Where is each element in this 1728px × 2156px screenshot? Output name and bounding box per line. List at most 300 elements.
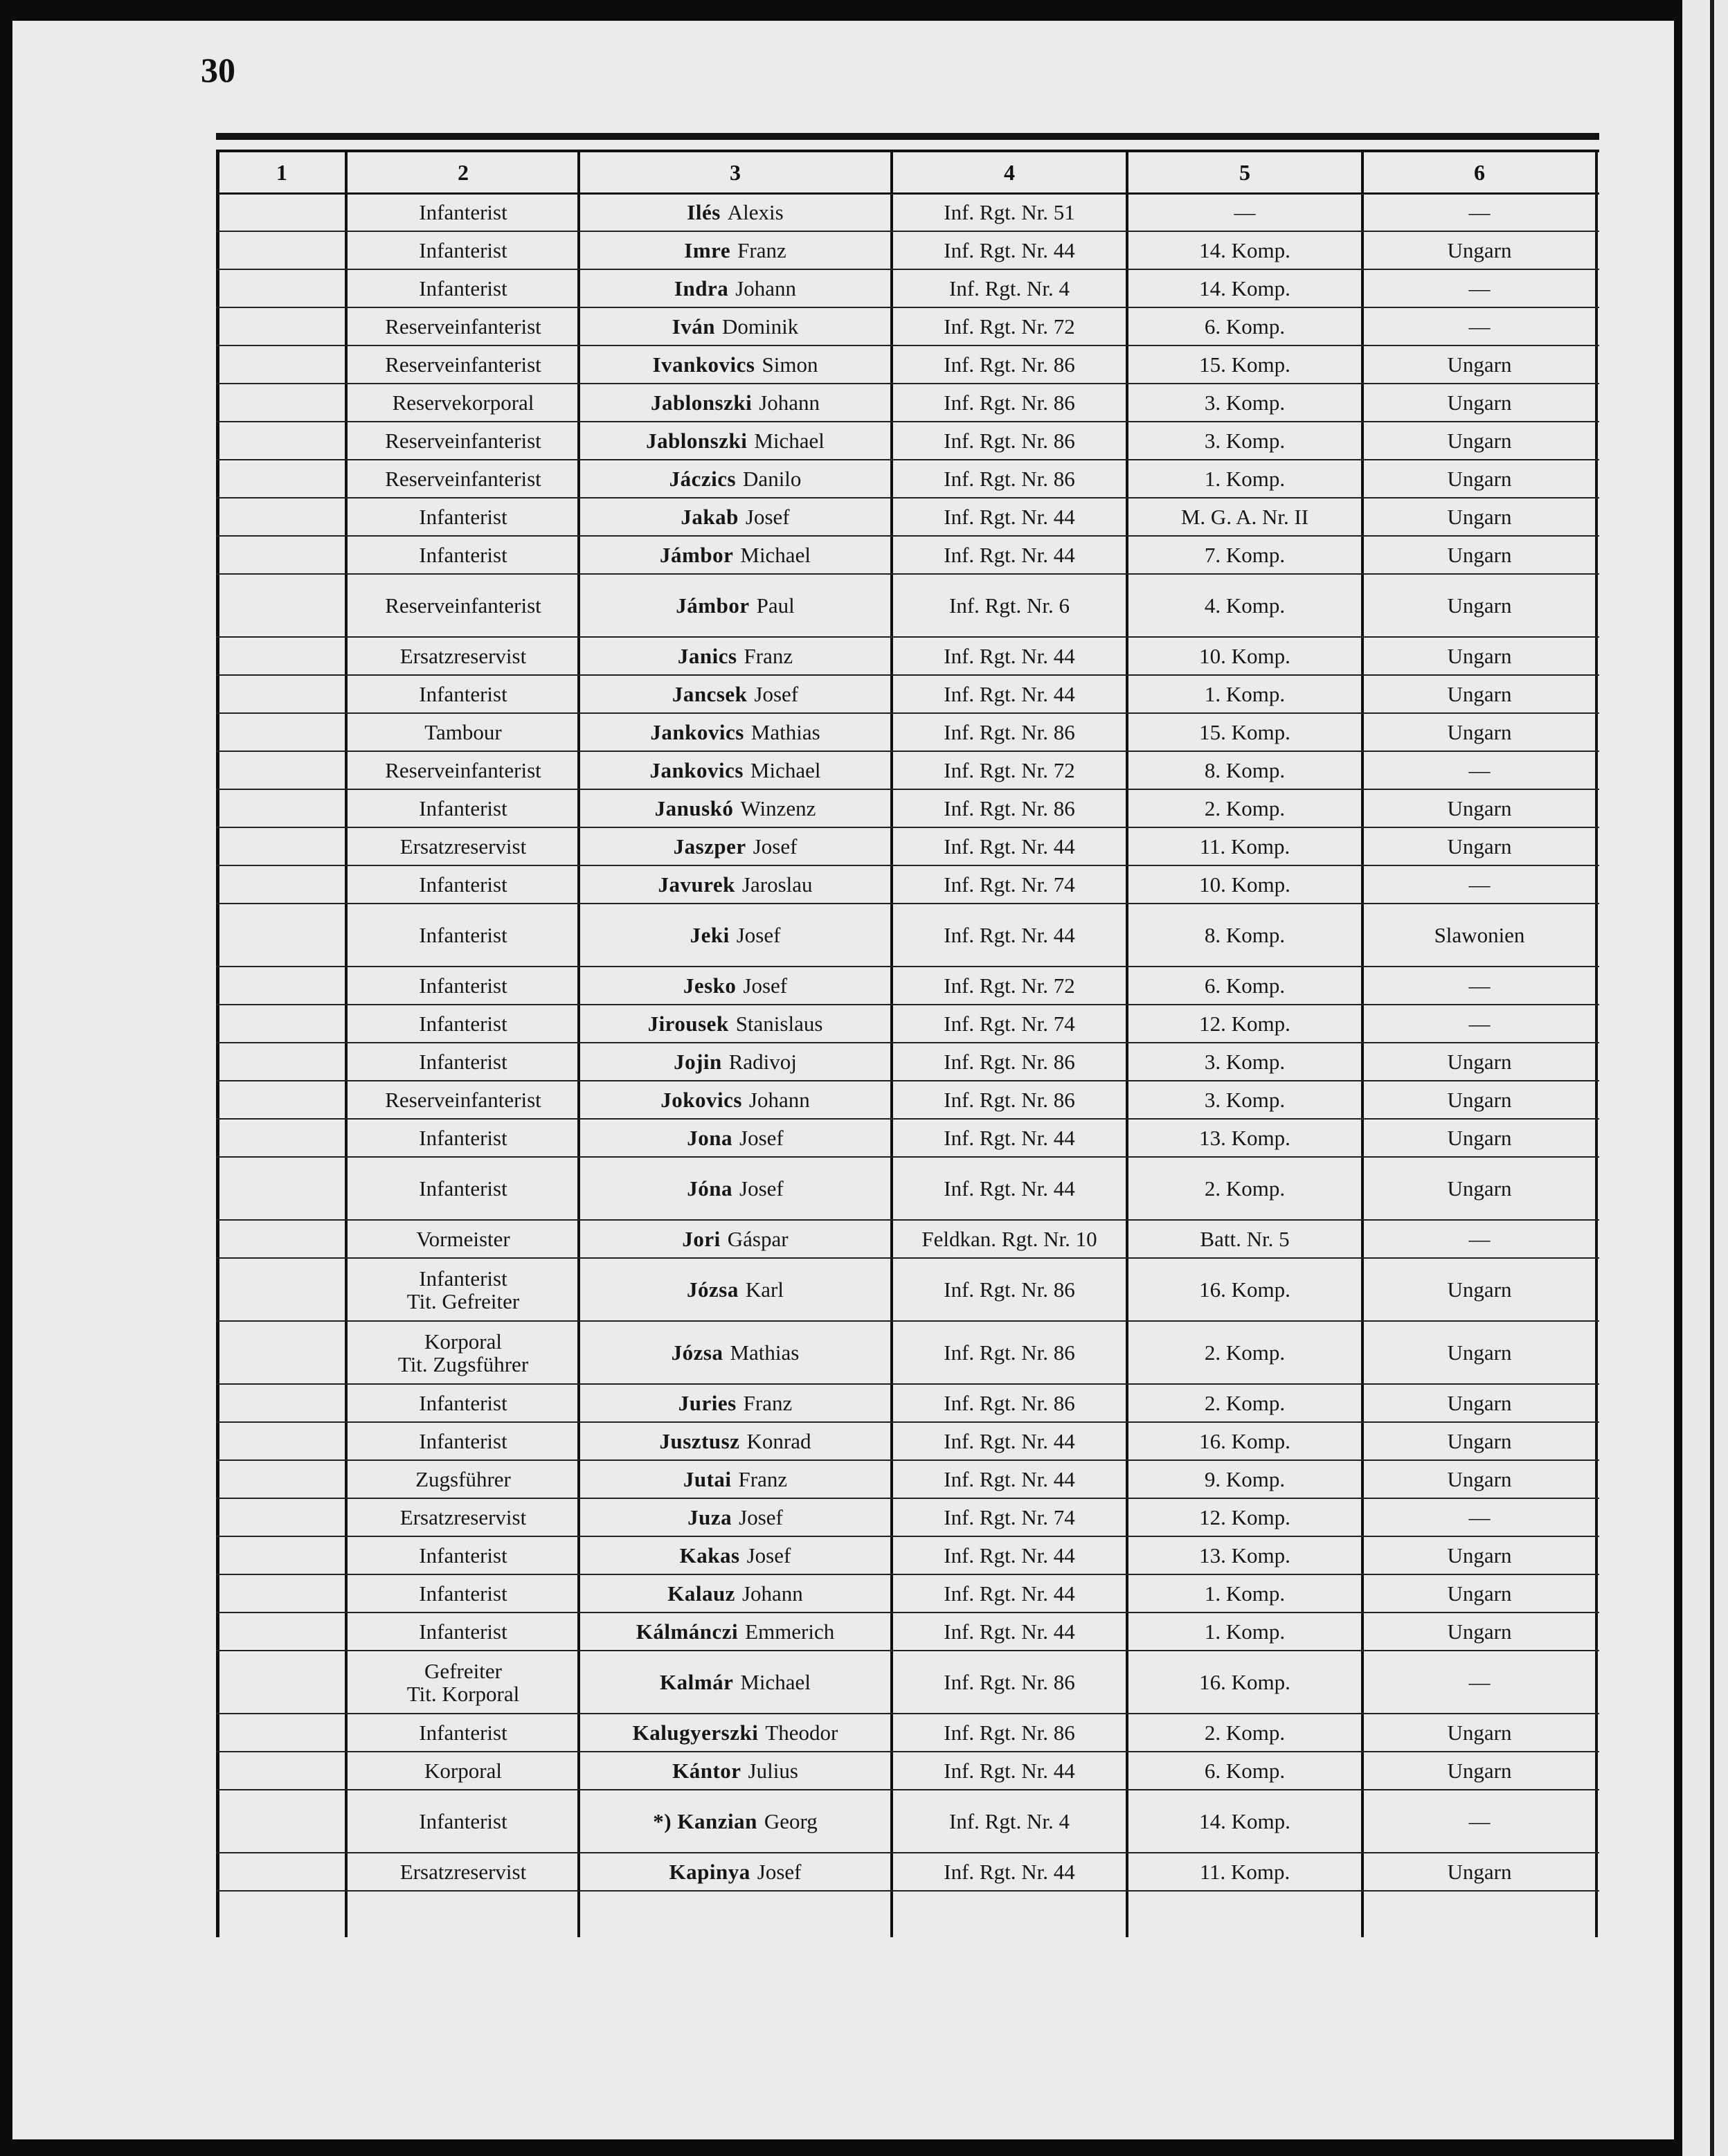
name-cell (579, 194, 892, 231)
name-cell (579, 232, 892, 269)
rank-text: Infanterist (419, 1543, 507, 1567)
rank-text: Infanterist (419, 796, 507, 820)
region-cell: Ungarn (1447, 644, 1512, 668)
unit-cell: Inf. Rgt. Nr. 86 (944, 720, 1075, 744)
table-row (216, 676, 1599, 714)
rank-cell (348, 1790, 579, 1852)
page-number: 30 (201, 51, 235, 89)
rank-text: Infanterist (419, 1012, 507, 1036)
rank-cell (348, 866, 579, 903)
region-cell: Ungarn (1447, 1619, 1512, 1644)
surname: Kalmár (660, 1670, 734, 1694)
unit-cell: Inf. Rgt. Nr. 51 (944, 200, 1075, 224)
given-name: Josef (739, 1505, 783, 1529)
table-row (216, 460, 1599, 498)
table-row (216, 537, 1599, 575)
region-cell: Ungarn (1447, 1860, 1512, 1884)
name-cell (579, 1714, 892, 1751)
rank-text: Infanterist (419, 200, 507, 224)
surname: Jablonszki (650, 390, 753, 415)
given-name: Franz (737, 238, 786, 262)
given-name: Michael (750, 758, 821, 782)
unit-cell: Inf. Rgt. Nr. 44 (944, 1860, 1075, 1884)
surname: Kálmánczi (636, 1619, 739, 1644)
table-row (216, 1461, 1599, 1499)
region-cell: Ungarn (1447, 238, 1512, 262)
rank-text: Infanterist (419, 238, 507, 262)
company-cell: 7. Komp. (1204, 543, 1286, 567)
company-cell: 4. Komp. (1204, 593, 1286, 618)
unit-cell: Inf. Rgt. Nr. 44 (944, 1126, 1075, 1150)
surname: Jámbor (676, 593, 750, 618)
name-cell (579, 904, 892, 966)
rank-cell (348, 1423, 579, 1459)
rank-text: Infanterist (419, 1721, 507, 1745)
region-cell: Ungarn (1447, 1176, 1512, 1201)
region-cell: Ungarn (1447, 834, 1512, 859)
table-row (216, 790, 1599, 828)
rank-cell (348, 1221, 579, 1257)
region-cell: — (1468, 276, 1491, 300)
rank-cell (348, 1714, 579, 1751)
rank-cell (348, 676, 579, 712)
rank-cell (348, 1043, 579, 1080)
column-header-4: 4 (1004, 160, 1015, 185)
company-cell: 1. Komp. (1204, 1581, 1286, 1606)
region-cell: Ungarn (1447, 796, 1512, 820)
rank-cell (348, 1120, 579, 1156)
unit-cell: Inf. Rgt. Nr. 44 (944, 1543, 1075, 1567)
rank-cell (348, 308, 579, 345)
given-name: Franz (738, 1467, 788, 1491)
region-cell: Ungarn (1447, 543, 1512, 567)
name-cell (579, 1575, 892, 1612)
name-cell (579, 498, 892, 535)
table-row (216, 1221, 1599, 1259)
name-cell (579, 638, 892, 674)
company-cell: 10. Komp. (1199, 872, 1290, 897)
surname: Jankovics (649, 758, 744, 782)
name-cell (579, 1005, 892, 1042)
surname: Kántor (672, 1759, 741, 1783)
region-cell: Ungarn (1447, 1088, 1512, 1112)
name-cell (579, 828, 892, 865)
company-cell: 11. Komp. (1199, 1860, 1290, 1884)
rank-cell (348, 537, 579, 573)
unit-cell: Inf. Rgt. Nr. 4 (949, 1809, 1070, 1833)
rank-text: Gefreiter (424, 1658, 502, 1683)
region-cell: — (1468, 1227, 1491, 1251)
region-cell: — (1468, 200, 1491, 224)
name-cell (579, 1120, 892, 1156)
table-row (216, 1752, 1599, 1790)
unit-cell: Feldkan. Rgt. Nr. 10 (921, 1227, 1097, 1251)
region-cell: Ungarn (1447, 1543, 1512, 1567)
surname: Jakab (681, 505, 739, 529)
table-row (216, 866, 1599, 904)
table-row (216, 752, 1599, 790)
table-row (216, 828, 1599, 866)
surname: Jámbor (660, 543, 734, 567)
company-cell: 11. Komp. (1199, 834, 1290, 859)
rank-cell (348, 1081, 579, 1118)
company-cell: 14. Komp. (1199, 1809, 1290, 1833)
region-cell: Ungarn (1447, 505, 1512, 529)
company-cell: 12. Komp. (1199, 1505, 1290, 1529)
surname: Jóna (687, 1176, 733, 1201)
name-cell (579, 1221, 892, 1257)
region-cell: — (1468, 1012, 1491, 1036)
region-cell: — (1468, 1809, 1491, 1833)
table-row (216, 1322, 1599, 1385)
unit-cell: Inf. Rgt. Nr. 44 (944, 238, 1075, 262)
rank-text: Infanterist (419, 276, 507, 300)
name-cell (579, 967, 892, 1004)
surname: Ivankovics (652, 352, 755, 377)
given-name: Johann (735, 276, 797, 300)
company-cell: 14. Komp. (1199, 276, 1290, 300)
rank-cell (348, 232, 579, 269)
company-cell: 2. Komp. (1204, 1391, 1286, 1415)
rank-text: Ersatzreservist (399, 1505, 527, 1529)
given-name: Paul (756, 593, 795, 618)
name-cell (579, 1499, 892, 1536)
rank-cell (348, 1385, 579, 1421)
unit-cell: Inf. Rgt. Nr. 44 (944, 682, 1075, 706)
unit-cell: Inf. Rgt. Nr. 86 (944, 1340, 1075, 1365)
rank-text: Infanterist (419, 1050, 507, 1074)
name-cell (579, 866, 892, 903)
given-name: Winzenz (740, 796, 816, 820)
given-name: Johann (741, 1581, 803, 1606)
given-name: Johann (759, 390, 820, 415)
name-cell (579, 1423, 892, 1459)
rank-text: Infanterist (419, 973, 507, 998)
rank-cell (348, 1853, 579, 1890)
region-cell: Ungarn (1447, 682, 1512, 706)
name-cell (579, 575, 892, 636)
unit-cell: Inf. Rgt. Nr. 86 (944, 796, 1075, 820)
region-cell: — (1468, 314, 1491, 339)
surname: Juza (687, 1505, 732, 1529)
rank-text: Tit. Korporal (406, 1681, 520, 1706)
company-cell: 8. Komp. (1204, 923, 1286, 947)
rank-cell (348, 1158, 579, 1219)
name-cell (579, 270, 892, 307)
rank-cell (348, 1461, 579, 1498)
column-header-2: 2 (458, 160, 469, 185)
unit-cell: Inf. Rgt. Nr. 86 (944, 352, 1075, 377)
rank-cell (348, 752, 579, 789)
given-name: Stanislaus (735, 1012, 823, 1036)
rank-text: Reserveinfanterist (385, 314, 541, 339)
unit-cell: Inf. Rgt. Nr. 86 (944, 1391, 1075, 1415)
rank-cell (348, 1259, 579, 1320)
unit-cell: Inf. Rgt. Nr. 86 (944, 429, 1075, 453)
rank-cell (348, 1651, 579, 1713)
given-name: Josef (743, 973, 788, 998)
name-cell (579, 752, 892, 789)
unit-cell: Inf. Rgt. Nr. 6 (949, 593, 1070, 618)
given-name: Josef (746, 1543, 791, 1567)
rank-cell (348, 460, 579, 497)
table-row (216, 904, 1599, 967)
surname: Kakas (679, 1543, 740, 1567)
region-cell: Ungarn (1447, 1759, 1512, 1783)
name-cell (579, 1752, 892, 1789)
rank-text: Infanterist (419, 1176, 507, 1201)
rank-text: Infanterist (419, 1809, 507, 1833)
company-cell: — (1234, 200, 1256, 224)
region-cell: — (1468, 1505, 1491, 1529)
surname: Józsa (687, 1277, 739, 1302)
company-cell: 2. Komp. (1204, 1340, 1286, 1365)
rank-cell (348, 1537, 579, 1574)
name-cell (579, 537, 892, 573)
region-cell: Ungarn (1447, 1721, 1512, 1745)
company-cell: 3. Komp. (1204, 390, 1286, 415)
rank-text: Tit. Gefreiter (406, 1288, 520, 1313)
rank-text: Reserveinfanterist (385, 1088, 541, 1112)
surname: Jesko (683, 973, 737, 998)
surname: Indra (674, 276, 729, 300)
surname: Kapinya (669, 1860, 750, 1884)
rank-text: Ersatzreservist (399, 834, 527, 859)
given-name: Michael (740, 1670, 811, 1694)
rank-text: Infanterist (419, 1581, 507, 1606)
rank-cell (348, 638, 579, 674)
table-row (216, 714, 1599, 752)
company-cell: 6. Komp. (1204, 314, 1286, 339)
rank-text: Reserveinfanterist (385, 758, 541, 782)
region-cell: Ungarn (1447, 1581, 1512, 1606)
unit-cell: Inf. Rgt. Nr. 74 (944, 872, 1075, 897)
table-row (216, 1423, 1599, 1461)
given-name: Simon (762, 352, 818, 377)
rank-cell (348, 270, 579, 307)
rank-cell (348, 422, 579, 459)
rank-cell (348, 1005, 579, 1042)
column-header-row (216, 150, 1599, 195)
surname: Imre (684, 238, 731, 262)
surname: Jutai (683, 1467, 732, 1491)
unit-cell: Inf. Rgt. Nr. 4 (949, 276, 1070, 300)
given-name: Franz (743, 1391, 793, 1415)
unit-cell: Inf. Rgt. Nr. 86 (944, 1277, 1075, 1302)
unit-cell: Inf. Rgt. Nr. 44 (944, 1467, 1075, 1491)
rank-text: Vormeister (416, 1227, 510, 1251)
rank-text: Tambour (424, 720, 502, 744)
surname: Juries (678, 1391, 737, 1415)
given-name: Josef (745, 505, 790, 529)
given-name: Gáspar (727, 1227, 789, 1251)
unit-cell: Inf. Rgt. Nr. 86 (944, 1050, 1075, 1074)
table-row (216, 1537, 1599, 1575)
given-name: Julius (748, 1759, 798, 1783)
name-cell (579, 308, 892, 345)
given-name: Michael (740, 543, 811, 567)
given-name: Josef (739, 1126, 784, 1150)
region-cell: Ungarn (1447, 429, 1512, 453)
name-cell (579, 1651, 892, 1713)
rank-text: Reserveinfanterist (385, 352, 541, 377)
surname: Jablonszki (646, 429, 748, 453)
table-row (216, 270, 1599, 308)
company-cell: 3. Komp. (1204, 1050, 1286, 1074)
surname: Jokovics (660, 1088, 742, 1112)
name-cell (579, 1259, 892, 1320)
region-cell: Ungarn (1447, 1340, 1512, 1365)
table-row (216, 1081, 1599, 1120)
rank-cell (348, 828, 579, 865)
surname: Jori (682, 1227, 721, 1251)
rank-text: Korporal (424, 1329, 502, 1354)
given-name: Alexis (727, 200, 784, 224)
rank-cell (348, 384, 579, 421)
table-row (216, 967, 1599, 1005)
rank-text: Infanterist (419, 1126, 507, 1150)
table-row (216, 384, 1599, 422)
rank-cell (348, 1575, 579, 1612)
rank-cell (348, 1322, 579, 1383)
table-row (216, 232, 1599, 270)
unit-cell: Inf. Rgt. Nr. 44 (944, 543, 1075, 567)
unit-cell: Inf. Rgt. Nr. 44 (944, 1759, 1075, 1783)
rank-cell (348, 1499, 579, 1536)
table-row (216, 346, 1599, 384)
next-page-edge (1682, 0, 1728, 2156)
company-cell: 2. Komp. (1204, 1721, 1286, 1745)
rank-text: Korporal (424, 1759, 502, 1783)
table-row (216, 575, 1599, 638)
given-name: Michael (754, 429, 825, 453)
given-name: Theodor (765, 1721, 838, 1745)
rank-text: Tit. Zugsführer (397, 1351, 529, 1376)
rank-cell (348, 714, 579, 751)
unit-cell: Inf. Rgt. Nr. 44 (944, 644, 1075, 668)
name-cell (579, 1043, 892, 1080)
unit-cell: Inf. Rgt. Nr. 44 (944, 505, 1075, 529)
company-cell: 1. Komp. (1204, 1619, 1286, 1644)
region-cell: Ungarn (1447, 1050, 1512, 1074)
company-cell: 16. Komp. (1199, 1277, 1290, 1302)
surname: Józsa (671, 1340, 723, 1365)
region-cell: Ungarn (1447, 1126, 1512, 1150)
rank-cell (348, 346, 579, 383)
unit-cell: Inf. Rgt. Nr. 86 (944, 467, 1075, 491)
table-row (216, 1853, 1599, 1892)
company-cell: 15. Komp. (1199, 352, 1290, 377)
unit-cell: Inf. Rgt. Nr. 72 (944, 314, 1075, 339)
given-name: Mathias (750, 720, 820, 744)
rank-text: Infanterist (419, 1619, 507, 1644)
given-name: Konrad (746, 1429, 811, 1453)
company-cell: Batt. Nr. 5 (1200, 1227, 1290, 1251)
name-cell (579, 346, 892, 383)
region-cell: — (1468, 1670, 1491, 1694)
region-cell: — (1468, 758, 1491, 782)
table-row (216, 1790, 1599, 1853)
company-cell: 1. Komp. (1204, 467, 1286, 491)
column-header-5: 5 (1239, 160, 1250, 185)
table-row (216, 1714, 1599, 1752)
name-cell (579, 1385, 892, 1421)
name-cell (579, 790, 892, 827)
table-row (216, 1499, 1599, 1537)
rank-text: Ersatzreservist (399, 644, 527, 668)
rank-cell (348, 498, 579, 535)
name-cell (579, 1790, 892, 1852)
company-cell: 12. Komp. (1199, 1012, 1290, 1036)
table-row (216, 308, 1599, 346)
given-name: Mathias (730, 1340, 800, 1365)
table-row (216, 1575, 1599, 1613)
given-name: Dominik (722, 314, 799, 339)
given-name: Karl (745, 1277, 784, 1302)
surname: Kalugyerszki (632, 1721, 759, 1745)
name-cell (579, 460, 892, 497)
region-cell: Ungarn (1447, 1429, 1512, 1453)
unit-cell: Inf. Rgt. Nr. 74 (944, 1012, 1075, 1036)
table-row (216, 1651, 1599, 1714)
given-name: Danilo (743, 467, 802, 491)
rank-cell (348, 904, 579, 966)
given-name: Johann (748, 1088, 810, 1112)
unit-cell: Inf. Rgt. Nr. 72 (944, 758, 1075, 782)
surname: Jancsek (672, 682, 748, 706)
name-cell (579, 384, 892, 421)
surname: Jankovics (650, 720, 744, 744)
region-cell: Ungarn (1447, 720, 1512, 744)
company-cell: 6. Komp. (1204, 973, 1286, 998)
company-cell: 13. Komp. (1199, 1543, 1290, 1567)
surname: *) Kanzian (653, 1809, 757, 1833)
table-row (216, 1613, 1599, 1651)
company-cell: 3. Komp. (1204, 429, 1286, 453)
company-cell: 2. Komp. (1204, 1176, 1286, 1201)
region-cell: Ungarn (1447, 1391, 1512, 1415)
unit-cell: Inf. Rgt. Nr. 44 (944, 1176, 1075, 1201)
table-body (216, 194, 1599, 1892)
company-cell: 13. Komp. (1199, 1126, 1290, 1150)
rank-text: Infanterist (419, 1429, 507, 1453)
column-header-3: 3 (730, 160, 741, 185)
unit-cell: Inf. Rgt. Nr. 44 (944, 1619, 1075, 1644)
column-header-1: 1 (276, 160, 287, 185)
company-cell: 16. Komp. (1199, 1429, 1290, 1453)
table-row (216, 1120, 1599, 1158)
rank-cell (348, 790, 579, 827)
name-cell (579, 714, 892, 751)
company-cell: 15. Komp. (1199, 720, 1290, 744)
region-cell: Ungarn (1447, 1467, 1512, 1491)
company-cell: 8. Komp. (1204, 758, 1286, 782)
rank-cell (348, 575, 579, 636)
rank-text: Infanterist (419, 543, 507, 567)
unit-cell: Inf. Rgt. Nr. 74 (944, 1505, 1075, 1529)
unit-cell: Inf. Rgt. Nr. 44 (944, 923, 1075, 947)
table-row (216, 1259, 1599, 1322)
rank-text: Infanterist (419, 505, 507, 529)
rank-cell (348, 967, 579, 1004)
given-name: Josef (753, 834, 798, 859)
surname: Ilés (687, 200, 721, 224)
company-cell: 14. Komp. (1199, 238, 1290, 262)
unit-cell: Inf. Rgt. Nr. 86 (944, 1088, 1075, 1112)
rank-text: Reserveinfanterist (385, 429, 541, 453)
company-cell: 1. Komp. (1204, 682, 1286, 706)
surname: Jirousek (647, 1012, 729, 1036)
